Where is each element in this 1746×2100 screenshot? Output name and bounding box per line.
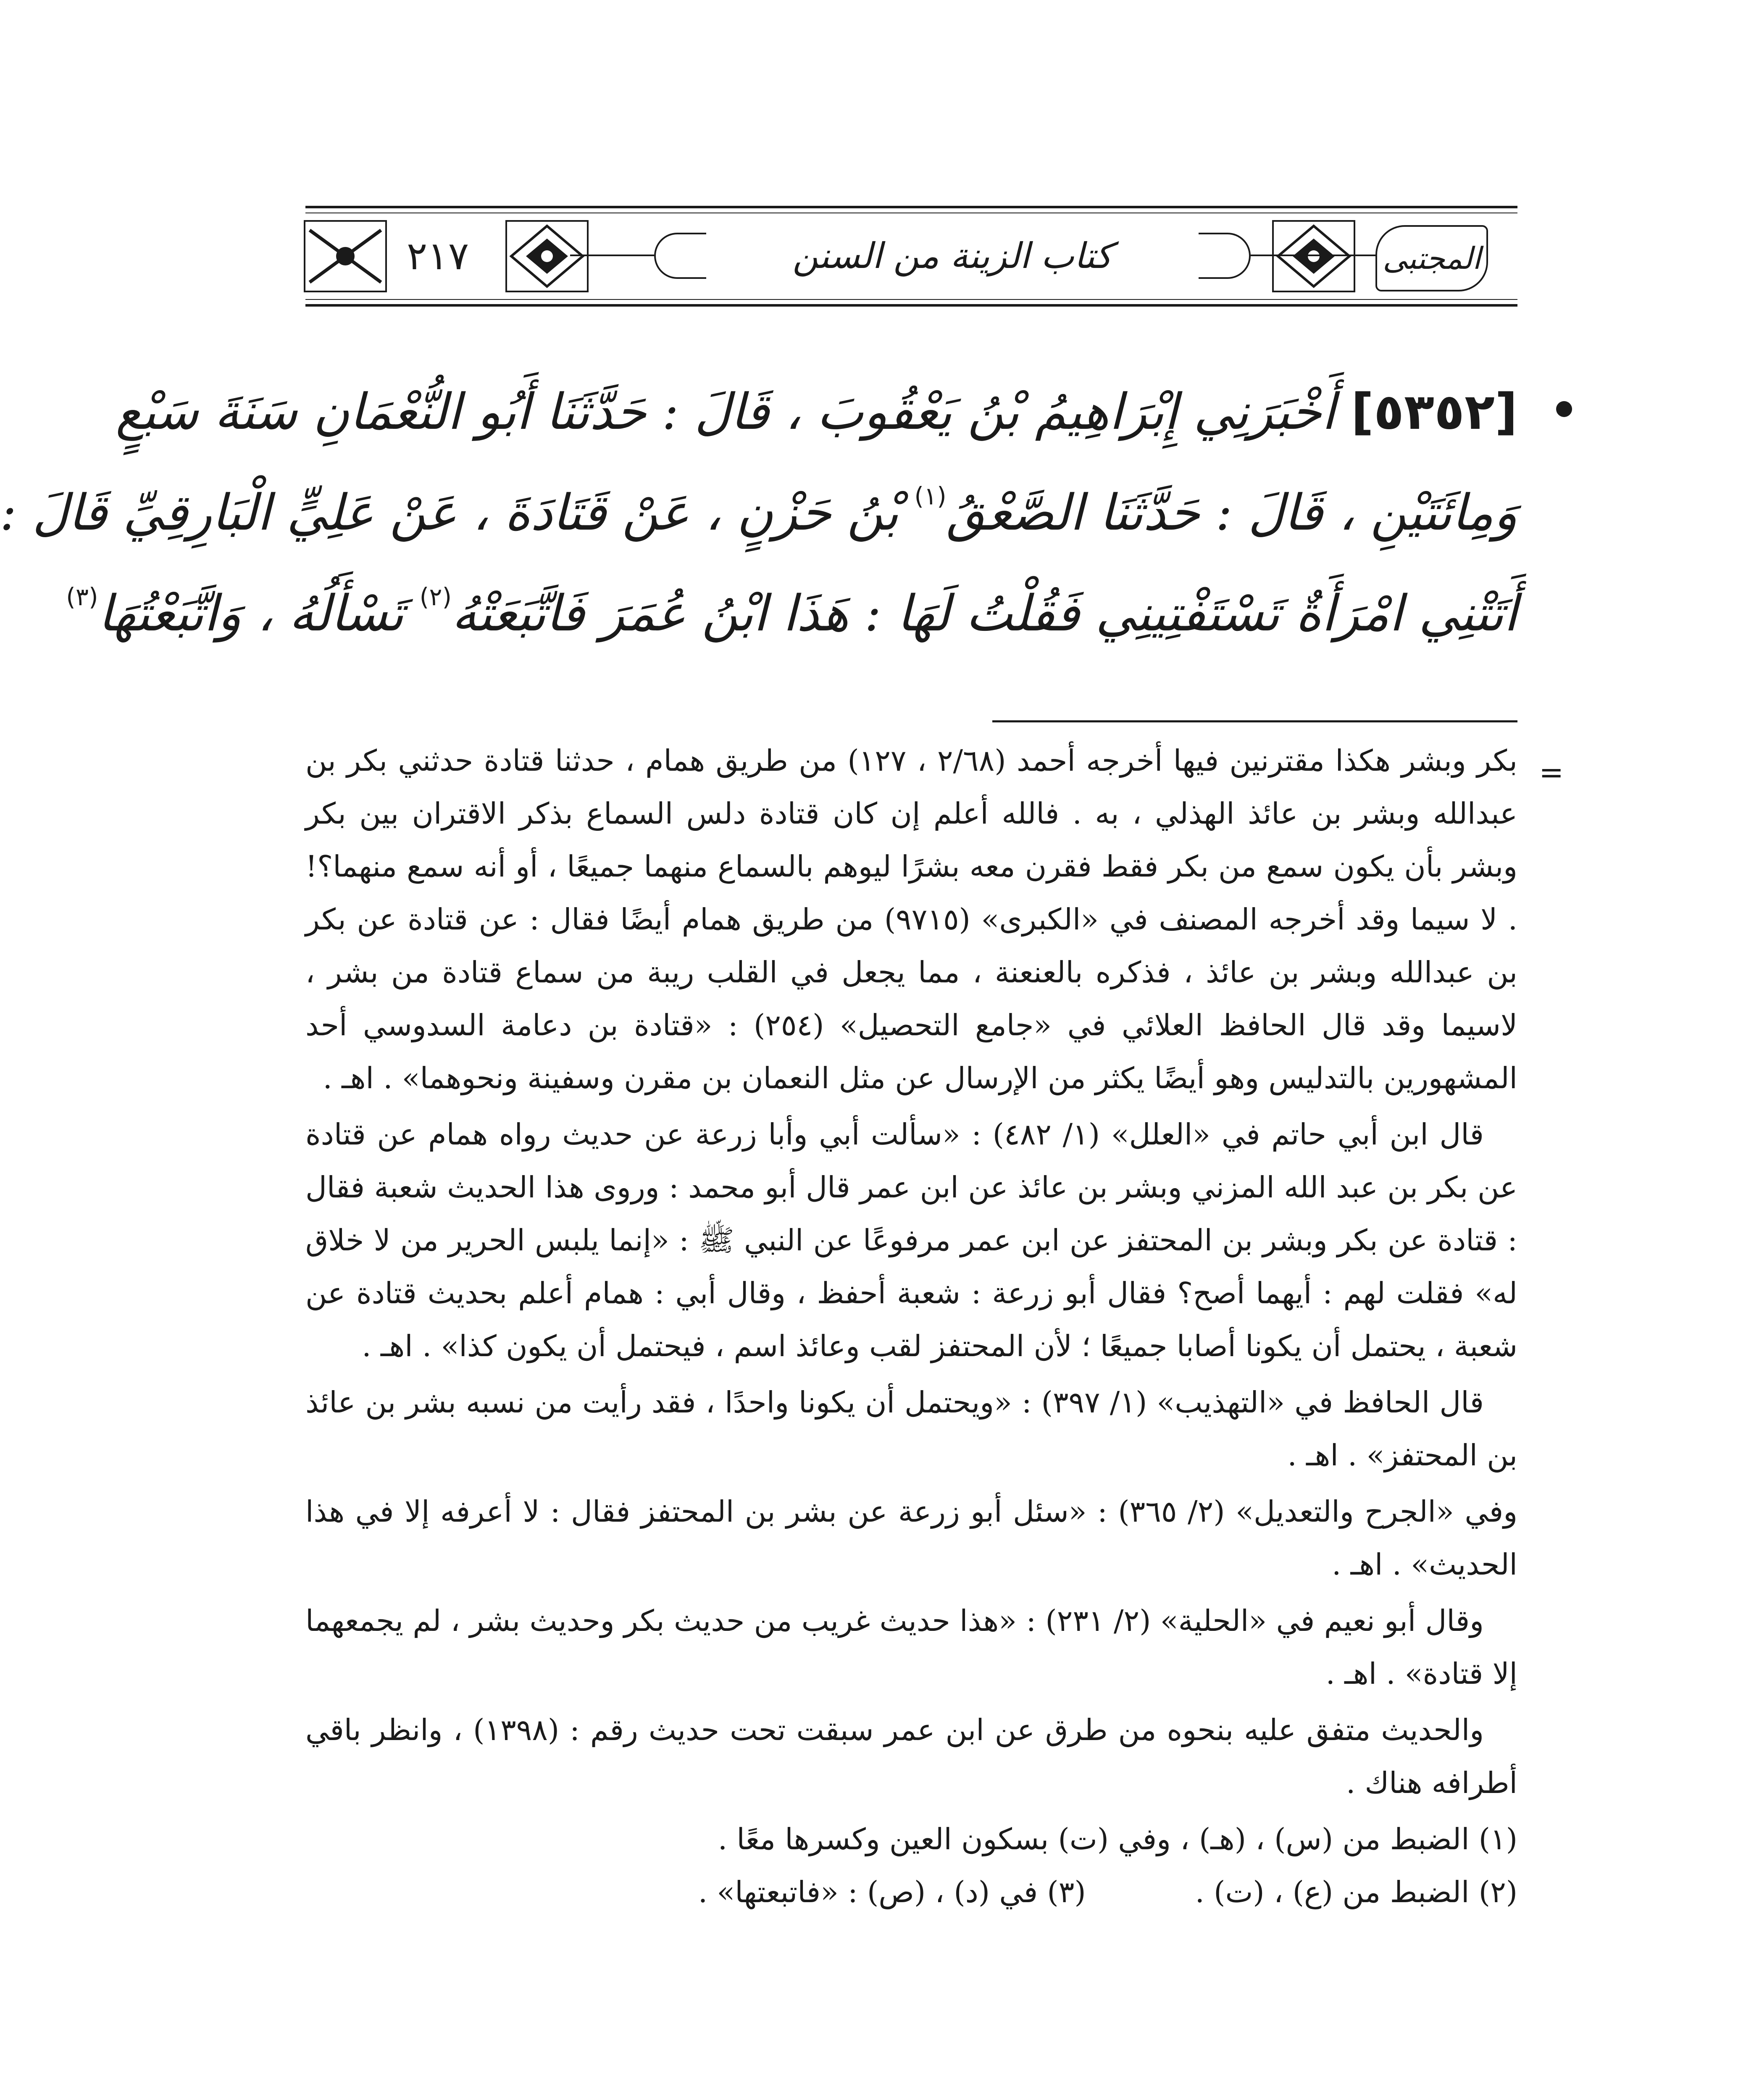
footnote-3: (٣) في (د) ، (ص) : «فاتبعتها» . <box>698 1875 1086 1909</box>
hadith-text-2b: بْنُ حَزْنٍ ، عَنْ قَتَادَةَ ، عَنْ عَلِيٍّ الْبَارِقِيِّ قَالَ : <box>0 483 899 541</box>
note-paragraph-1: بكر وبشر هكذا مقترنين فيها أخرجه أحمد (٢/٦٨ ، ١٢٧) من طريق همام ، حدثنا قتادة حدثني بكر بن عبدالله وبشر بن عائذ الهذلي ، به . فالله أعلم إن كان قتادة دلس السماع بذكر الاقتران بين بكر وبشر بأن يكون سمع من بكر فقط فقرن معه بشرًا ليوهم بالسماع منهما جميعًا ، أو أنه سمع منهما؟! . لا سيما وقد أخرجه المصنف في «الكبرى» (٩٧١٥) من طريق همام أيضًا فقال : عن قتادة عن بكر بن عبدالله وبشر بن عائذ ، فذكره بالعنعنة ، مما يجعل في القلب ريبة من سماع قتادة من بشر ، لاسيما وقد قال الحافظ العلائي في «جامع التحصيل» (٢٥٤) : «قتادة بن دعامة السدوسي أحد المشهورين بالتدليس وهو أيضًا يكثر من الإرسال عن مثل النعمان بن مقرن وسفينة ونحوهما» . اهـ . <box>305 743 1517 1095</box>
hadith-text-3b: تَسْأَلُهُ ، وَاتَّبَعْتُهَا <box>98 584 404 642</box>
book-title-seal <box>1375 225 1488 291</box>
footnotes-section <box>305 734 1564 1919</box>
chapter-title-cartouche <box>654 228 1251 283</box>
footnote-ref-3[interactable]: (٣) <box>66 583 98 611</box>
note-paragraph-2: قال ابن أبي حاتم في «العلل» (١/ ٤٨٢) : «سألت أبي وأبا زرعة عن حديث رواه همام عن قتادة عن بكر بن عبد الله المزني وبشر بن عائذ عن ابن عمر قال أبو محمد : وروى هذا الحديث شعبة فقال : قتادة عن بكر وبشر بن المحتفز عن ابن عمر مرفوعًا عن النبي ﷺ : «إنما يلبس الحرير من لا خلاق له» فقلت لهم : أيهما أصح؟ فقال أبو زرعة : شعبة أحفظ ، وقال أبي : همام أعلم بحديث قتادة عن شعبة ، يحتمل أن يكونا أصابا جميعًا ؛ لأن المحتفز لقب وعائذ اسم ، فيحتمل أن يكون كذا» . اهـ . <box>305 1117 1517 1363</box>
ornament-right-icon <box>1270 218 1358 295</box>
footnote-2: (٢) الضبط من (ع) ، (ت) . <box>1195 1875 1517 1909</box>
hadith-block <box>0 361 1517 664</box>
footnote-ref-1[interactable]: (١) <box>914 482 947 510</box>
running-header <box>305 206 1517 307</box>
ornament-corner-icon <box>301 218 389 295</box>
footnote-list <box>305 1813 1517 1919</box>
note-paragraph-6: والحديث متفق عليه بنحوه من طرق عن ابن عمر سبقت تحت حديث رقم : (١٣٩٨) ، وانظر باقي أطرافه هناك . <box>305 1713 1517 1800</box>
book-title-text: المجتبى <box>1383 241 1481 276</box>
note-paragraph-5: وقال أبو نعيم في «الحلية» (٢/ ٢٣١) : «هذا حديث غريب من حديث بكر وحديث بشر ، لم يجمعهما إلا قتادة» . اهـ . <box>305 1604 1517 1691</box>
hadith-text-2a: وَمِائَتَيْنِ ، قَالَ : حَدَّثَنَا الصَّعْقُ <box>946 483 1517 541</box>
hadith-text-1: أَخْبَرَنِي إِبْرَاهِيمُ بْنُ يَعْقُوبَ ، قَالَ : حَدَّثَنَا أَبُو النُّعْمَانِ سَنَةَ سَبْعٍ <box>116 383 1336 441</box>
chapter-title: كتاب الزينة من السنن <box>792 235 1112 276</box>
hadith-number: [٥٣٥٢] <box>1351 383 1517 441</box>
ornament-left-icon <box>503 218 591 295</box>
hadith-line-3 <box>66 563 1517 664</box>
note-paragraph-3: قال الحافظ في «التهذيب» (١/ ٣٩٧) : «ويحتمل أن يكونا واحدًا ، فقد رأيت من نسبه بشر بن عائذ بن المحتفز» . اهـ . <box>305 1385 1517 1473</box>
page-number-text: ٢١٧ <box>406 233 469 278</box>
footnote-row-2 <box>305 1866 1517 1919</box>
hadith-line-2 <box>0 462 1517 563</box>
page-number <box>377 224 499 287</box>
note-paragraph-4: وفي «الجرح والتعديل» (٢/ ٣٦٥) : «سئل أبو زرعة عن بشر بن المحتفز فقال : لا أعرفه إلا في هذا الحديث» . اهـ . <box>305 1494 1517 1582</box>
footnote-1: (١) الضبط من (س) ، (هـ) ، وفي (ت) بسكون العين وكسرها معًا . <box>718 1822 1517 1856</box>
footnote-ref-2[interactable]: (٢) <box>419 583 452 611</box>
hadith-text-3a: أَتَتْنِي امْرَأَةٌ تَسْتَفْتِينِي فَقُلْتُ لَهَا : هَذَا ابْنُ عُمَرَ فَاتَّبَعَتْهُ <box>452 584 1517 642</box>
footnote-row-1 <box>305 1813 1517 1866</box>
hadith-line-1 <box>116 361 1517 462</box>
bullet-icon <box>1556 401 1572 417</box>
continuation-mark: = <box>1539 755 1564 790</box>
footnote-separator <box>992 720 1517 722</box>
header-rule-right <box>1251 255 1377 256</box>
